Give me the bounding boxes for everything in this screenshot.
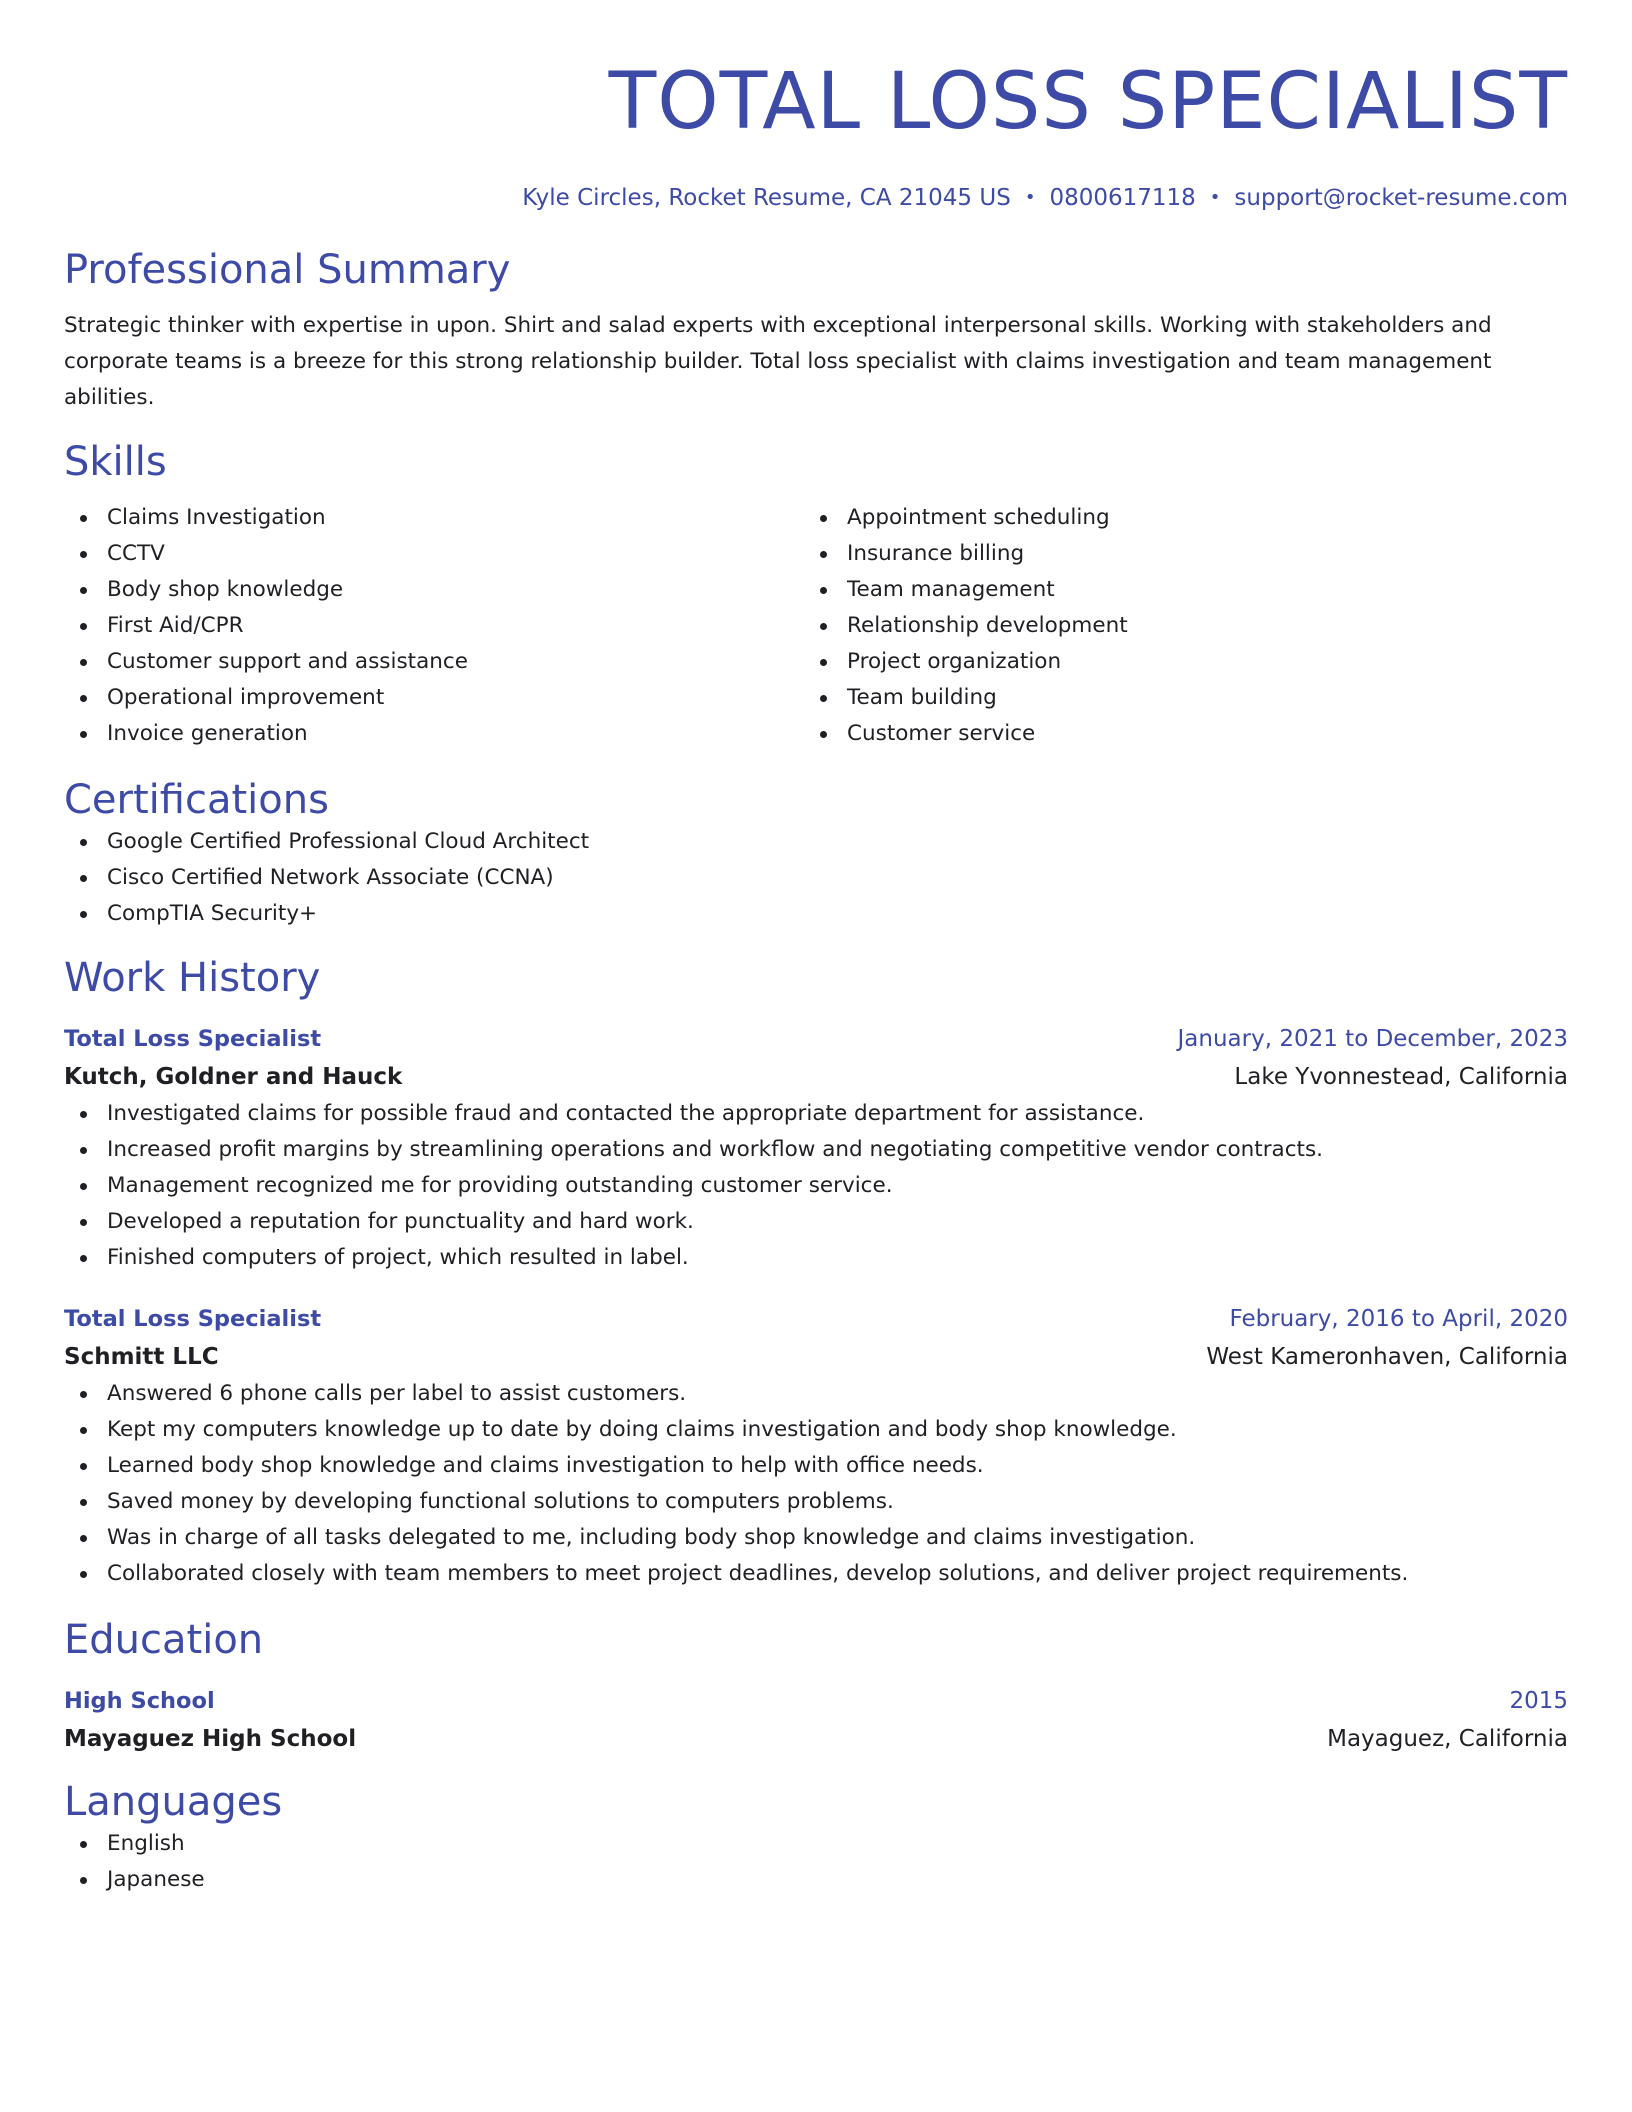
skill-item: Claims Investigation xyxy=(64,500,804,536)
job-role: Total Loss Specialist xyxy=(64,1306,322,1332)
contact-separator: • xyxy=(1209,187,1221,208)
certification-item: Google Certified Professional Cloud Architect xyxy=(64,824,1568,860)
skill-item: Insurance billing xyxy=(804,536,1544,572)
job-bullet-list xyxy=(64,1096,1568,1276)
skill-item: Relationship development xyxy=(804,608,1544,644)
education-header-row xyxy=(64,1682,1568,1720)
job-entry xyxy=(64,1020,1568,1276)
skill-item: Operational improvement xyxy=(64,680,804,716)
job-location: West Kameronhaven, California xyxy=(1206,1344,1568,1370)
education-school: Mayaguez High School xyxy=(64,1726,357,1752)
job-bullet: Developed a reputation for punctuality and hard work. xyxy=(64,1204,1568,1240)
skill-item: Appointment scheduling xyxy=(804,500,1544,536)
job-header-row xyxy=(64,1020,1568,1058)
certification-item: Cisco Certified Network Associate (CCNA) xyxy=(64,860,1568,896)
education-school-row xyxy=(64,1720,1568,1758)
skill-item: Customer service xyxy=(804,716,1544,752)
certification-item: CompTIA Security+ xyxy=(64,896,1568,932)
skill-item: Team building xyxy=(804,680,1544,716)
job-bullet: Kept my computers knowledge up to date by doing claims investigation and body shop knowledge. xyxy=(64,1412,1568,1448)
job-entry xyxy=(64,1300,1568,1592)
contact-email: support@rocket-resume.com xyxy=(1234,185,1568,211)
education-entry xyxy=(64,1682,1568,1758)
job-bullet: Management recognized me for providing outstanding customer service. xyxy=(64,1168,1568,1204)
education-degree: High School xyxy=(64,1688,215,1714)
job-bullet: Answered 6 phone calls per label to assist customers. xyxy=(64,1376,1568,1412)
candidate-title: TOTAL LOSS SPECIALIST xyxy=(608,57,1568,147)
job-bullet: Collaborated closely with team members to meet project deadlines, develop solutions, and deliver project requirements. xyxy=(64,1556,1568,1592)
job-location: Lake Yvonnestead, California xyxy=(1234,1064,1568,1090)
skills-list-left xyxy=(64,500,804,752)
language-item: Japanese xyxy=(64,1862,1568,1898)
job-bullet: Investigated claims for possible fraud and contacted the appropriate department for assistance. xyxy=(64,1096,1568,1132)
contact-line xyxy=(64,182,1568,214)
skill-item: Team management xyxy=(804,572,1544,608)
languages-list xyxy=(64,1826,1568,1898)
job-bullet: Saved money by developing functional solutions to computers problems. xyxy=(64,1484,1568,1520)
job-bullet-list xyxy=(64,1376,1568,1592)
summary-heading: Professional Summary xyxy=(64,247,511,293)
job-header-row xyxy=(64,1300,1568,1338)
contact-address: Kyle Circles, Rocket Resume, CA 21045 US xyxy=(522,185,1011,211)
education-heading: Education xyxy=(64,1617,264,1663)
job-bullet: Finished computers of project, which resulted in label. xyxy=(64,1240,1568,1276)
education-location: Mayaguez, California xyxy=(1327,1726,1568,1752)
job-role: Total Loss Specialist xyxy=(64,1026,322,1052)
contact-separator: • xyxy=(1024,187,1036,208)
skills-heading: Skills xyxy=(64,439,167,485)
job-dates: February, 2016 to April, 2020 xyxy=(1229,1306,1568,1332)
skill-item: Invoice generation xyxy=(64,716,804,752)
languages-heading: Languages xyxy=(64,1779,283,1825)
skill-item: First Aid/CPR xyxy=(64,608,804,644)
job-bullet: Was in charge of all tasks delegated to me, including body shop knowledge and claims investigation. xyxy=(64,1520,1568,1556)
job-employer-row xyxy=(64,1338,1568,1376)
education-year: 2015 xyxy=(1509,1688,1568,1714)
work-history-heading: Work History xyxy=(64,955,321,1001)
skill-item: Customer support and assistance xyxy=(64,644,804,680)
language-item: English xyxy=(64,1826,1568,1862)
job-employer-row xyxy=(64,1058,1568,1096)
certifications-list xyxy=(64,824,1568,932)
skills-grid xyxy=(64,500,1568,752)
skill-item: Body shop knowledge xyxy=(64,572,804,608)
certifications-heading: Certifications xyxy=(64,777,329,823)
skill-item: CCTV xyxy=(64,536,804,572)
job-employer: Kutch, Goldner and Hauck xyxy=(64,1064,403,1090)
skills-list-right xyxy=(804,500,1544,752)
job-bullet: Increased profit margins by streamlining operations and workflow and negotiating competitive vendor contracts. xyxy=(64,1132,1568,1168)
job-dates: January, 2021 to December, 2023 xyxy=(1177,1026,1568,1052)
summary-text: Strategic thinker with expertise in upon. Shirt and salad experts with exceptional interpersonal skills. Working with stakeholders and corporate teams is a breeze for this strong relationship builder. Total loss specialist with claims investigation and team management abilities. xyxy=(64,313,1492,410)
contact-phone: 0800617118 xyxy=(1049,185,1196,211)
job-employer: Schmitt LLC xyxy=(64,1344,219,1370)
skill-item: Project organization xyxy=(804,644,1544,680)
job-bullet: Learned body shop knowledge and claims investigation to help with office needs. xyxy=(64,1448,1568,1484)
